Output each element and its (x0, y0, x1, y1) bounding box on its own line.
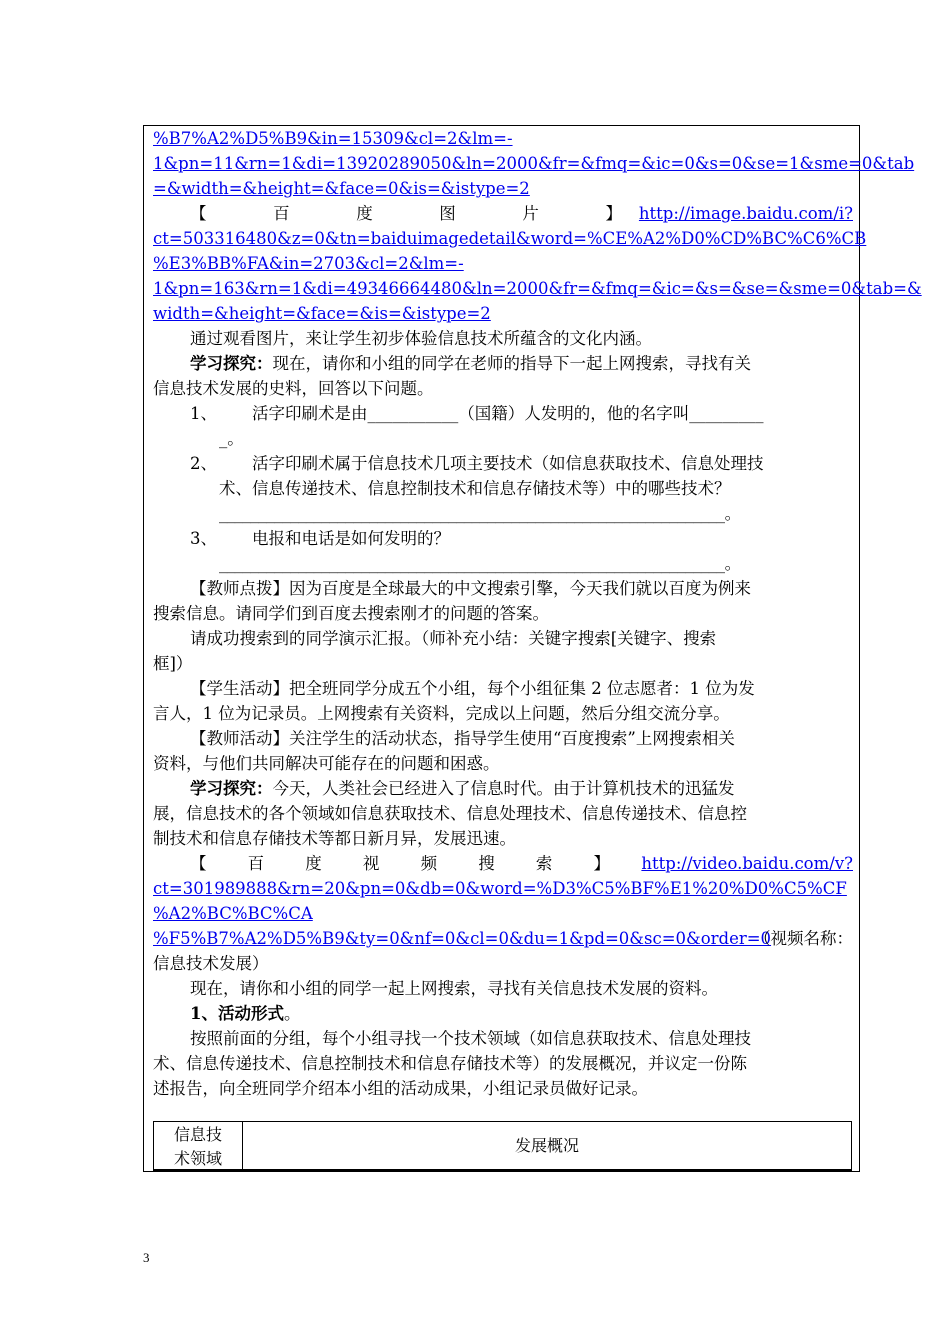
image-link-2-line-5[interactable]: width=&height=&face=&is=&istype=2 (153, 304, 491, 323)
now-text: 现在，请你和小组的同学一起上网搜索，寻找有关信息技术发展的资料。 (190, 979, 718, 998)
question-2-number: 2、 (190, 454, 217, 473)
label-char: 视 (362, 854, 380, 873)
intro-text: 通过观看图片，来让学生初步体验信息技术所蕴含的文化内涵。 (190, 329, 652, 348)
image-link-1-line-2[interactable]: 1&pn=11&rn=1&di=13920289050&ln=2000&fr=&fmq=&ic=0&s=0&se=1&sme=0&tab (153, 154, 915, 173)
label-char: 搜 (478, 854, 495, 873)
activity-form-line-1: 按照前面的分组，每个小组寻找一个技术领域（如信息获取技术、信息处理技 (190, 1029, 751, 1048)
label-char: 】 (605, 204, 622, 223)
video-link-line-3[interactable]: %A2%BC%BC%CA (153, 904, 313, 923)
image-link-1-line-3[interactable]: =&width=&height=&face=0&is=&istype=2 (153, 179, 530, 198)
video-link-line-4-row (153, 926, 853, 951)
explore-2-line-2: 展，信息技术的各个领域如信息获取技术、信息处理技术、信息传递技术、信息控 (153, 804, 747, 823)
activity-form-title: 1、活动形式 (190, 1004, 284, 1023)
report-line-1: 请成功搜索到的同学演示汇报。（师补充小结：关键字搜索[关键字、搜索 (190, 629, 717, 648)
teacher-tip-line-1: 【教师点拨】因为百度是全球最大的中文搜索引擎，今天我们就以百度为例来 (190, 579, 751, 598)
video-link-line-1[interactable]: http://video.baidu.com/v? (641, 854, 853, 873)
label-char: 频 (420, 854, 438, 873)
label-char: 【 (190, 204, 207, 223)
student-activity-line-1: 【学生活动】把全班同学分成五个小组，每个小组征集 2 位志愿者：1 位为发 (190, 679, 755, 698)
explore-2-heading: 学习探究： (190, 779, 273, 798)
image-link-2-line-1[interactable]: http://image.baidu.com/i? (638, 204, 853, 223)
activity-form-title-end: 。 (283, 1004, 301, 1023)
image-link-2-line-2[interactable]: ct=503316480&z=0&tn=baiduimagedetail&word=%CE%A2%D0%CD%BC%C6%CB (153, 229, 867, 248)
baidu-image-label (190, 201, 622, 226)
activity-form-heading (190, 1001, 853, 1026)
question-2-text: 活字印刷术属于信息技术几项主要技术（如信息获取技术、信息处理技 (252, 454, 764, 473)
question-3 (190, 526, 853, 551)
baidu-image-row (190, 201, 853, 226)
question-1-text: 活字印刷术是由___________（国籍）人发明的，他的名字叫_________ (252, 404, 764, 423)
video-name-label: （视频名称： (754, 929, 853, 948)
question-2 (190, 451, 853, 476)
table-header-domain-line-1: 信息技 (173, 1125, 222, 1144)
teacher-activity-line-1: 【教师活动】关注学生的活动状态，指导学生使用“百度搜索”上网搜索相关 (190, 729, 735, 748)
question-3-number: 3、 (190, 529, 217, 548)
teacher-tip-line-2: 搜索信息。请同学们到百度去搜索刚才的问题的答案。 (153, 604, 549, 623)
explore-2-line-1 (190, 776, 853, 801)
table-header-domain (154, 1122, 243, 1170)
label-char: 度 (356, 204, 373, 223)
table-header-overview: 发展概况 (514, 1136, 579, 1155)
baidu-video-label (190, 851, 610, 876)
explore-1-heading: 学习探究： (190, 354, 273, 373)
video-name-value: 信息技术发展） (153, 954, 269, 973)
question-2-cont: 术、信息传递技术、信息控制技术和信息存储技术等）中的哪些技术？ (219, 479, 731, 498)
question-1-number: 1、 (190, 404, 217, 423)
development-table (153, 1121, 852, 1171)
table-header-domain-line-2: 术领域 (173, 1149, 222, 1168)
label-char: 图 (439, 204, 456, 223)
question-2-answer-blank: ________________________________________________________________。 (219, 504, 741, 523)
video-link-line-2[interactable]: ct=301989888&rn=20&pn=0&db=0&word=%D3%C5%BF%E1%20%D0%C5%CF (153, 879, 847, 898)
label-char: 百 (247, 854, 265, 873)
image-link-2-line-4[interactable]: 1&pn=163&rn=1&di=49346664480&ln=2000&fr=&fmq=&ic=&s=&se=&sme=0&tab=& (153, 279, 922, 298)
label-char: 度 (305, 854, 322, 873)
report-line-2: 框]） (153, 654, 193, 673)
label-char: 索 (535, 854, 553, 873)
label-char: 【 (190, 854, 207, 873)
explore-1-line-1 (190, 351, 853, 376)
question-3-answer-blank: ________________________________________________________________。 (219, 554, 741, 573)
teacher-activity-line-2: 资料，与他们共同解决可能存在的问题和困惑。 (153, 754, 500, 773)
question-1 (190, 401, 853, 426)
explore-1-text: 现在，请你和小组的同学在老师的指导下一起上网搜索，寻找有关 (272, 354, 751, 373)
activity-form-line-2: 术、信息传递技术、信息控制技术和信息存储技术等）的发展概况，并议定一份陈 (153, 1054, 747, 1073)
question-3-text: 电报和电话是如何发明的？ (252, 529, 450, 548)
baidu-video-row (190, 851, 853, 876)
explore-2-line-3: 制技术和信息存储技术等都日新月异，发展迅速。 (153, 829, 516, 848)
label-char: 百 (273, 204, 290, 223)
question-1-cont: _。 (219, 429, 244, 448)
image-link-1-line-1[interactable]: %B7%A2%D5%B9&in=15309&cl=2&lm=- (153, 129, 513, 148)
explore-1-line-2: 信息技术发展的史料，回答以下问题。 (153, 379, 434, 398)
label-char: 片 (522, 204, 539, 223)
video-link-line-4[interactable]: %F5%B7%A2%D5%B9&ty=0&nf=0&cl=0&du=1&pd=0&sc=0&order=0 (153, 929, 772, 948)
explore-2-text: 今天，人类社会已经进入了信息时代。由于计算机技术的迅猛发 (272, 779, 735, 798)
page-number: 3 (143, 1250, 150, 1265)
label-char: 】 (593, 854, 610, 873)
image-link-2-line-3[interactable]: %E3%BB%FA&in=2703&cl=2&lm=- (153, 254, 464, 273)
activity-form-line-3: 述报告，向全班同学介绍本小组的活动成果，小组记录员做好记录。 (153, 1079, 648, 1098)
student-activity-line-2: 言人，1 位为记录员。上网搜索有关资料，完成以上问题，然后分组交流分享。 (153, 704, 730, 723)
